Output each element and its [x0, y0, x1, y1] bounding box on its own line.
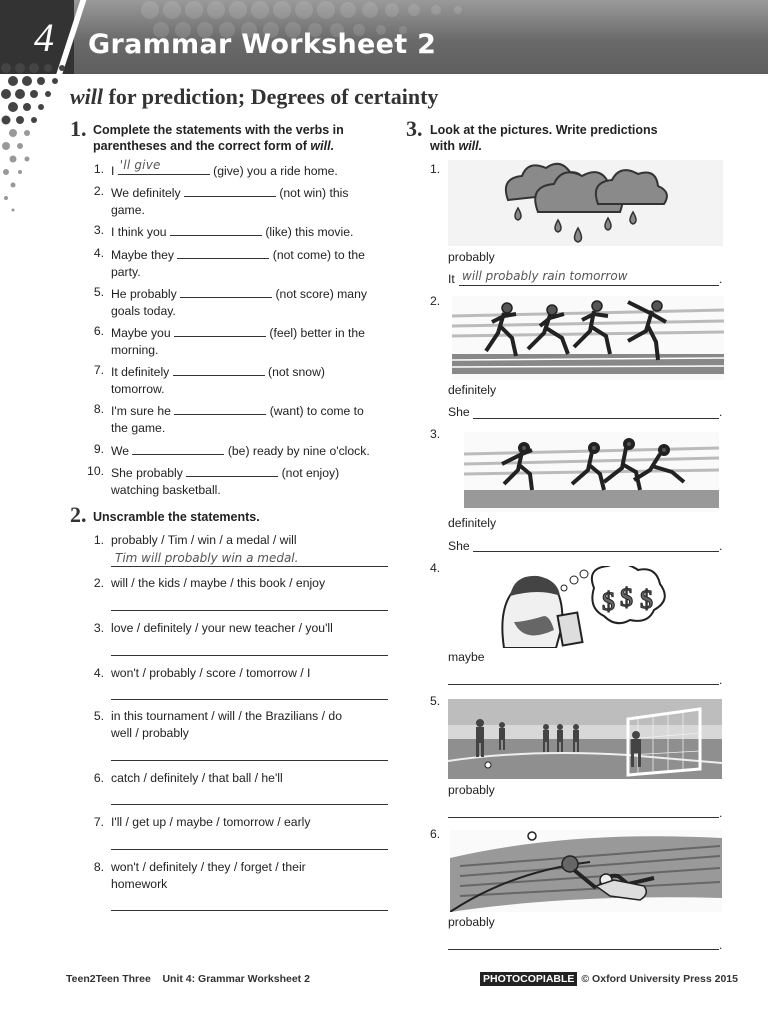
section1-instruction-italic: will.	[310, 139, 335, 153]
answer-blank[interactable]	[118, 158, 210, 175]
item-text: I	[111, 164, 115, 178]
sentence-prefix: She	[448, 539, 470, 553]
scrambled-words: I'll / get up / maybe / tomorrow / early	[111, 815, 311, 829]
section2-item	[84, 708, 342, 742]
section2-item	[84, 770, 283, 787]
item-text: goals today.	[111, 304, 176, 318]
item-number: 7.	[93, 815, 104, 829]
section1-item	[84, 284, 384, 320]
copyright-text: © Oxford University Press 2015	[581, 973, 738, 985]
svg-text:$: $	[602, 587, 615, 616]
item-text: I think you	[111, 225, 167, 239]
item-number: 3.	[93, 621, 104, 635]
sentence-prefix: She	[448, 405, 470, 419]
answer-blank[interactable]	[170, 222, 262, 236]
section3-item-number: 5.	[430, 694, 441, 708]
prediction-word: definitely	[448, 383, 497, 397]
section1-item	[84, 245, 384, 281]
section3-item-number: 2.	[430, 294, 441, 308]
photocopiable-badge: PHOTOCOPIABLE	[480, 972, 577, 986]
item-text: He probably	[111, 287, 177, 301]
section1-instruction-line1: Complete the statements with the verbs in	[93, 123, 344, 137]
item-number: 5.	[93, 285, 104, 299]
section2-item	[84, 620, 333, 637]
answer-line[interactable]	[111, 804, 388, 805]
prediction-word: probably	[448, 250, 495, 264]
item-text: Maybe you	[111, 326, 171, 340]
runners-race-picture	[452, 296, 724, 380]
item-text: We definitely	[111, 186, 181, 200]
section1-instruction-line2: parentheses and the correct form of	[93, 139, 311, 153]
unit-number: 4	[34, 15, 54, 60]
answer-line[interactable]	[448, 817, 719, 818]
answer-line[interactable]	[111, 566, 388, 567]
answer-blank[interactable]	[174, 323, 266, 337]
section1-item	[84, 222, 384, 241]
section1-item	[84, 323, 384, 359]
answer-blank[interactable]	[186, 463, 278, 477]
section1-item	[84, 183, 384, 219]
item-text: (not score) many	[275, 287, 367, 301]
item-text: game.	[111, 203, 145, 217]
item-number: 6.	[93, 771, 104, 785]
item-text: Maybe they	[111, 248, 175, 262]
scrambled-words: probably / Tim / win / a medal / will	[111, 533, 297, 547]
answer-line[interactable]	[111, 760, 388, 761]
item-text: She probably	[111, 466, 183, 480]
item-text: (like) this movie.	[265, 225, 354, 239]
sentence-end: .	[719, 938, 723, 952]
sentence-end: .	[719, 806, 723, 820]
subtitle-italic: will	[70, 84, 104, 109]
section1-item	[84, 158, 384, 180]
section2-item	[84, 532, 297, 549]
scrambled-words: love / definitely / your new teacher / you'll	[111, 621, 333, 635]
section1-item	[84, 401, 384, 437]
answer-line[interactable]	[111, 610, 388, 611]
prediction-word: probably	[448, 783, 495, 797]
answer-line[interactable]	[459, 285, 719, 286]
prediction-word: maybe	[448, 650, 485, 664]
section3-item-number: 1.	[430, 162, 441, 176]
item-number: 10.	[87, 464, 104, 478]
section1-item	[84, 441, 384, 460]
item-text: watching basketball.	[111, 483, 221, 497]
item-text: (feel) better in the	[269, 326, 365, 340]
item-text: party.	[111, 265, 141, 279]
section1-item	[84, 463, 384, 499]
scrambled-words: catch / definitely / that ball / he'll	[111, 771, 283, 785]
item-number: 1.	[93, 533, 104, 547]
sentence-end: .	[719, 272, 723, 286]
footer-copyright	[480, 973, 738, 985]
section3-instruction-line1: Look at the pictures. Write predictions	[430, 123, 658, 137]
answer-line[interactable]	[111, 655, 388, 656]
answer-blank[interactable]	[177, 245, 269, 259]
section2-item	[84, 859, 306, 893]
item-text: (want) to come to	[269, 404, 364, 418]
item-text: (not win) this	[279, 186, 349, 200]
item-number: 8.	[93, 402, 104, 416]
item-number: 9.	[93, 442, 104, 456]
item-text: (not snow)	[268, 365, 325, 379]
item-number: 8.	[93, 860, 104, 874]
item-text: We	[111, 444, 130, 458]
worksheet-title: Grammar Worksheet 2	[88, 29, 437, 60]
answer-line[interactable]	[473, 551, 719, 552]
item-text: the game.	[111, 421, 166, 435]
lottery-ticket-man-picture	[494, 566, 674, 648]
handwritten-answer: Tim will probably win a medal.	[115, 551, 299, 565]
answer-line[interactable]	[473, 418, 719, 419]
section3-number: 3.	[406, 116, 423, 141]
sentence-prefix: It	[448, 272, 455, 286]
answer-line[interactable]	[111, 699, 388, 700]
scrambled-words: will / the kids / maybe / this book / enjoy	[111, 576, 326, 590]
answer-blank[interactable]	[184, 183, 276, 197]
section3-instruction-italic: will.	[458, 139, 483, 153]
section1-instruction	[93, 122, 393, 154]
section1-number: 1.	[70, 116, 87, 141]
sentence-end: .	[719, 673, 723, 687]
svg-text:$: $	[620, 583, 633, 612]
section3-item-number: 3.	[430, 427, 441, 441]
answer-line[interactable]	[448, 949, 719, 950]
handwritten-answer: 'll give	[119, 158, 161, 172]
item-text: morning.	[111, 343, 159, 357]
item-number: 2.	[93, 576, 104, 590]
item-text: (not enjoy)	[281, 466, 340, 480]
item-text: It definitely	[111, 365, 170, 379]
answer-line[interactable]	[111, 849, 388, 850]
scrambled-words: won't / probably / score / tomorrow / I	[111, 666, 311, 680]
section3-instruction-line2: with	[430, 139, 459, 153]
scrambled-words: homework	[111, 877, 168, 891]
sentence-end: .	[719, 539, 723, 553]
sentence-end: .	[719, 405, 723, 419]
section2-number: 2.	[70, 502, 87, 527]
item-number: 3.	[93, 223, 104, 237]
scrambled-words: in this tournament / will / the Brazilians / do	[111, 709, 342, 723]
item-text: (not come) to the	[272, 248, 365, 262]
section2-item	[84, 665, 310, 682]
footer-book-info: Teen2Teen Three Unit 4: Grammar Worksheet 2	[66, 973, 310, 985]
rain-clouds-picture	[448, 160, 723, 246]
item-number: 5.	[93, 709, 104, 723]
answer-blank[interactable]	[174, 401, 266, 415]
item-text: (be) ready by nine o'clock.	[227, 444, 370, 458]
item-number: 2.	[93, 184, 104, 198]
item-number: 4.	[93, 666, 104, 680]
scrambled-words: won't / definitely / they / forget / their	[111, 860, 306, 874]
answer-line[interactable]	[448, 684, 719, 685]
item-number: 7.	[93, 363, 104, 377]
answer-blank[interactable]	[132, 441, 224, 455]
item-number: 4.	[93, 246, 104, 260]
prediction-word: probably	[448, 915, 495, 929]
item-number: 6.	[93, 324, 104, 338]
answer-blank[interactable]	[173, 362, 265, 376]
section2-item	[84, 575, 325, 592]
answer-line[interactable]	[111, 910, 388, 911]
section2-item	[84, 814, 310, 831]
item-text: I'm sure he	[111, 404, 171, 418]
answer-blank[interactable]	[180, 284, 272, 298]
section2-instruction: Unscramble the statements.	[93, 510, 260, 524]
section3-item-number: 4.	[430, 561, 441, 575]
handwritten-answer: will probably rain tomorrow	[462, 269, 628, 283]
item-text: (give) you a ride home.	[213, 164, 338, 178]
item-text: tomorrow.	[111, 382, 165, 396]
worksheet-header	[0, 0, 768, 74]
svg-text:$: $	[640, 585, 653, 614]
section1-item	[84, 362, 384, 398]
soccer-goal-picture	[448, 699, 722, 779]
section3-item-number: 6.	[430, 827, 441, 841]
item-number: 1.	[93, 162, 104, 176]
section3-instruction	[430, 122, 730, 154]
scrambled-words: well / probably	[111, 726, 189, 740]
worksheet-subtitle	[70, 84, 438, 110]
subtitle-text: for prediction; Degrees of certainty	[103, 84, 439, 109]
baseball-catch-picture	[450, 830, 722, 912]
runners-finish-picture	[464, 432, 719, 512]
prediction-word: definitely	[448, 516, 497, 530]
